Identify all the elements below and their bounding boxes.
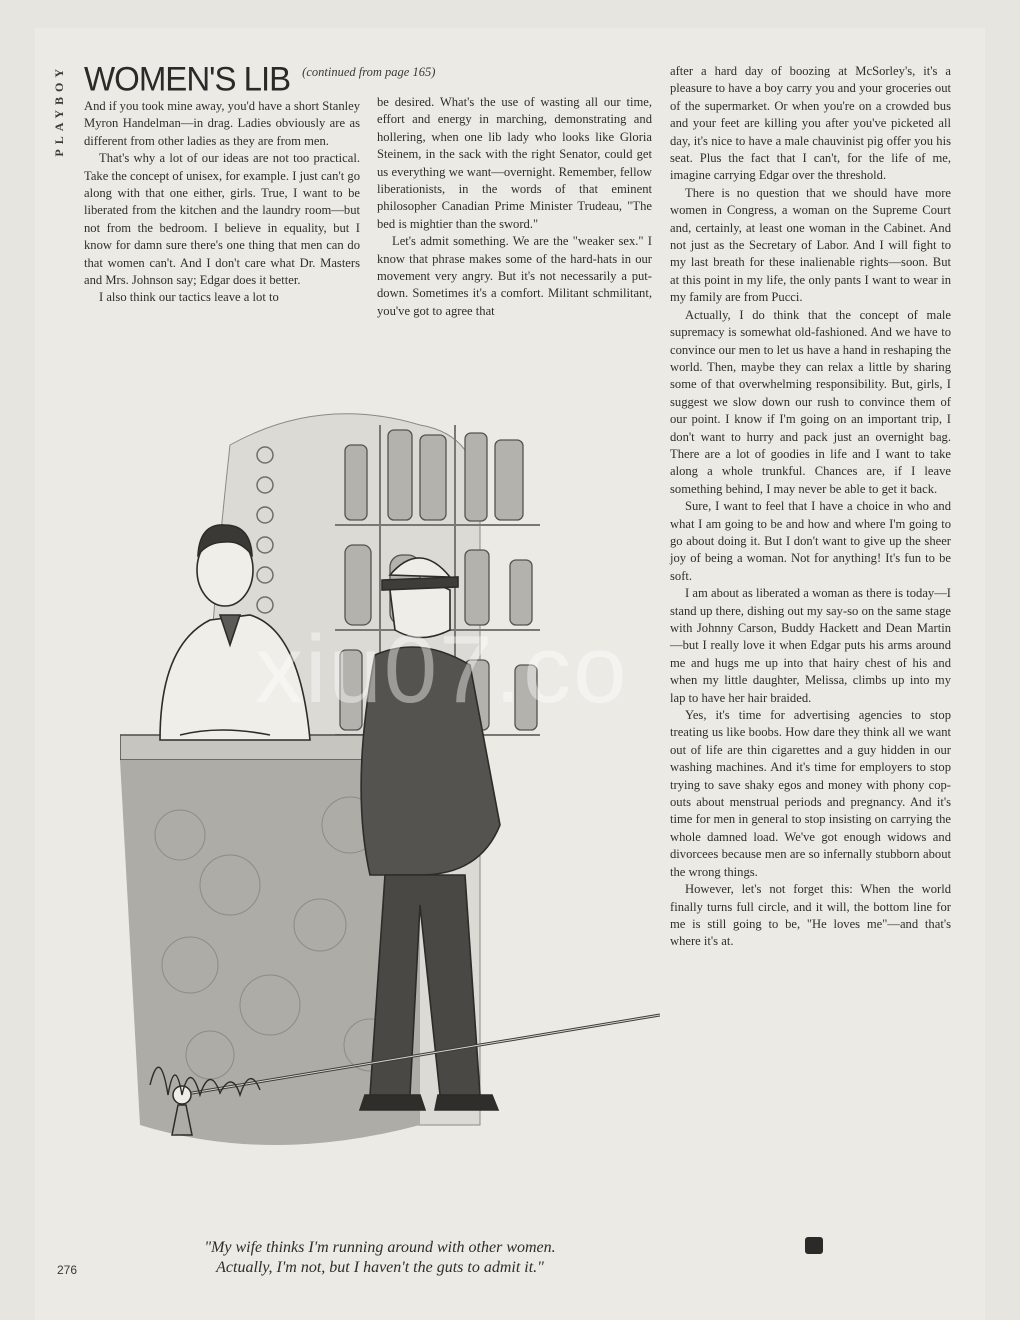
paragraph: be desired. What's the use of wasting all our time, effort and energy in marching, demonstrating and hollering, when one lib lady who looks like Gloria Steinem, in the sack with the right Senator, could get us everything we want—overnight. Remember, fellow liberationists, in the words of that eminent philosopher Canadian Prime Minister Trudeau, "The bed is mightier than the sword." [377,95,652,231]
paragraph: Sure, I want to feel that I have a choice in who and what I am going to be and how and where I'm going to go about doing it. But I don't want to give up the sheer joy of being a woman. Not for anything! It's fun to be soft. [670,499,951,583]
watermark: xiu07.co [255,616,629,723]
bar-cartoon-illustration [120,405,660,1225]
paragraph: Let's admit something. We are the "weaker sex." I know that phrase makes some of the hard-hats in our movement very angry. But it's not necessarily a put-down. Sometimes it's a comfort. Militant schmilitant, you've got to agree that [377,234,652,318]
paragraph: Actually, I do think that the concept of male supremacy is somewhat old-fashioned. And we have to convince our men to let us have a hand in reshaping the world. Then, maybe they can relax a little by sharing some of that overwhelming responsibility. But, girls, I suggest we slow down our rush to convince them of our point. I know if I'm going on an important trip, I don't want to hurry and pack just an overnight bag. There are a lot of goodies in life and I want to take along a whole trunkful. Chances are, if I leave something behind, I may never be able to get it back. [670,307,951,496]
paragraph: I also think our tactics leave a lot to [99,290,279,305]
paragraph: However, let's not forget this: When the world finally turns full circle, and it will, the bottom line for me is still going to be, "He loves me"—and that's where it's at. [670,882,951,949]
paragraph: I am about as liberated a woman as there is today—I stand up there, dishing out my say-so on the same stage with Johnny Carson, Buddy Hackett and Dean Martin—but I really love it when Edgar puts his arms around me and hugs me up into that hairy chest of his and when my little daughter, Melissa, climbs up into my lap to have her hair braided. [670,586,951,705]
masthead: PLAYBOY [52,64,66,157]
text-column-2 [377,94,652,320]
rabbit-end-mark-icon [805,1237,823,1254]
text-column-3 [670,63,951,951]
article-title: WOMEN'S LIB [84,59,291,98]
paragraph: after a hard day of boozing at McSorley's, it's a pleasure to have a boy carry you and your groceries out of the supermarket. Or when you're on a crowded bus and your feet are killing you after you've picketed all day, it's nice to have a male chauvinist pig offer you his seat. Plus the fact that I can't, for the life of me, imagine carrying Edgar over the threshold. [670,64,951,183]
caption-line: "My wife thinks I'm running around with other women. [204,1239,556,1256]
paragraph: And if you took mine away, you'd have a short Stanley Myron Handelman—in drag. Ladies obviously are as different from other ladies as they are from men. [84,99,361,148]
paragraph: There is no question that we should have more women in Congress, a woman on the Supreme Court and, certainly, at least one woman in the Cabinet. And not just as the Secretary of Labor. And I will fight to my last breath for these inalienable rights—soon. But at this point in my life, the only pants I want to wear in my family are from Pucci. [670,185,951,305]
paragraph: Yes, it's time for advertising agencies to stop treating us like boobs. How dare they think all we want out of life are thin cigarettes and a guy hidden in our washing machines. And it's time for employers to stop trying to save shaky egos and money with phony cop-outs about menstrual periods and pregnancy. And it's time for men in general to stop insisting on carrying the whole damned load. We've got enough widows and divorcees because men are so infernally stubborn about the wrong things. [670,708,951,879]
caption-line: Actually, I'm not, but I haven't the guts to admit it." [216,1259,544,1276]
cartoon-caption [100,1238,660,1278]
paragraph: That's why a lot of our ideas are not too practical. Take the concept of unisex, for example. I just can't go along with that one either, girls. True, I want to be liberated from the kitchen and the laundry room—but not from the bedroom. I believe in equality, but I know for damn sure there's one thing that men can do that women can't. And I don't care what Dr. Masters and Mrs. Johnson say; Edgar does it better. [84,151,360,288]
continued-note: (continued from page 165) [302,65,436,79]
text-column-1 [84,98,360,307]
page-number: 276 [57,1263,78,1277]
